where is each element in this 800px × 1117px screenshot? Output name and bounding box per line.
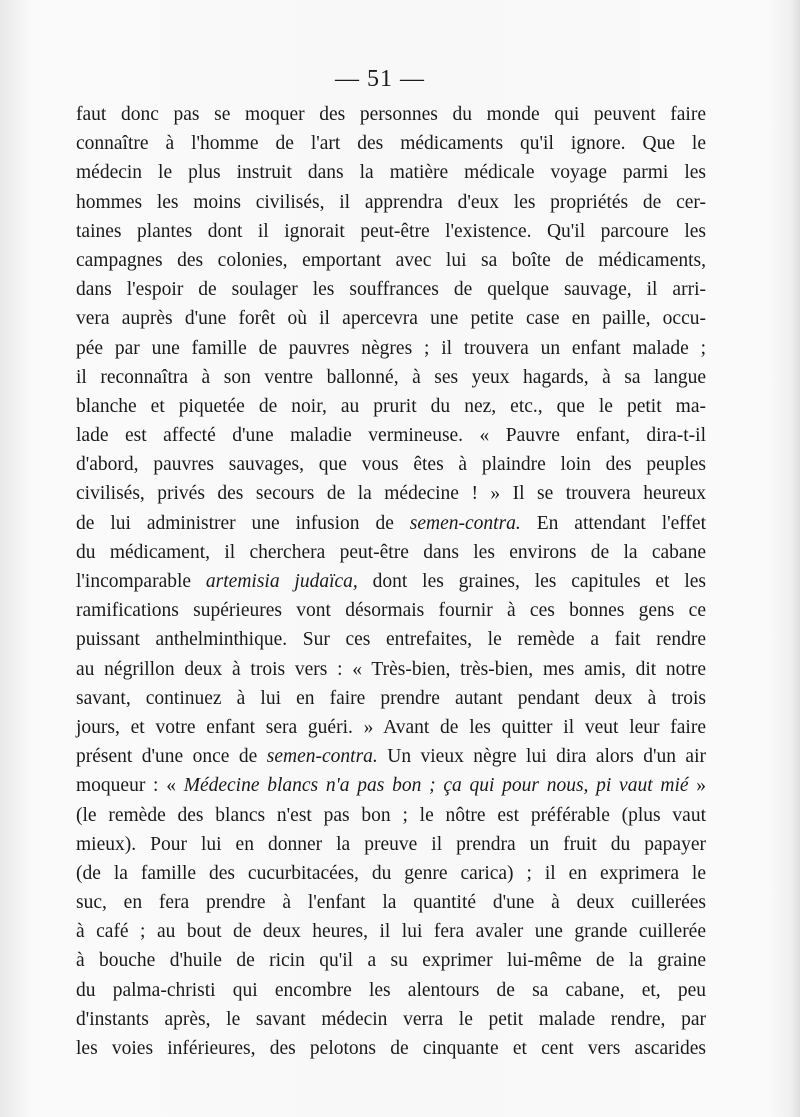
text-segment: mieux). Pour lui en donner la preuve il prendra un fruit du papayer [76, 833, 706, 855]
text-line [76, 450, 706, 479]
text-segment: hommes les moins civilisés, il apprendra d'eux les propriétés de cer- [76, 191, 706, 213]
text-segment: dans l'espoir de soulager les souffrances de quelque sauvage, il arri- [76, 279, 706, 301]
italic-text: semen-contra. [409, 512, 521, 534]
text-segment: de lui administrer une infusion de [76, 512, 410, 534]
text-segment: du palma-christi qui encombre les alentours de sa cabane, et, peu [76, 979, 706, 1001]
text-line [76, 713, 706, 742]
text-segment: En attendant l'effet [520, 512, 706, 534]
text-segment: médecin le plus instruit dans la matière médicale voyage parmi les [76, 162, 706, 184]
text-line [76, 946, 706, 975]
text-segment: jours, et votre enfant sera guéri. » Avant de les quitter il veut leur faire [76, 716, 706, 738]
text-line [76, 129, 706, 158]
text-segment: d'abord, pauvres sauvages, que vous êtes à plaindre loin des peuples [76, 454, 706, 476]
text-line [76, 275, 706, 304]
body-text [76, 100, 706, 1063]
text-line [76, 363, 706, 392]
text-segment: d'instants après, le savant médecin verra le petit malade rendre, par [76, 1008, 706, 1030]
text-line [76, 421, 706, 450]
text-segment: présent d'une once de [76, 746, 267, 768]
text-line [76, 1005, 706, 1034]
text-segment: les voies inférieures, des pelotons de cinquante et cent vers ascarides [76, 1038, 706, 1059]
page-edge-shadow [790, 0, 800, 1117]
text-segment: connaître à l'homme de l'art des médicaments qu'il ignore. Que le [76, 133, 706, 155]
text-line [76, 625, 706, 654]
text-segment: taines plantes dont il ignorait peut-être l'existence. Qu'il parcoure les [76, 220, 706, 242]
text-line [76, 334, 706, 363]
text-line [76, 158, 706, 187]
text-segment: l'incomparable [76, 571, 206, 592]
text-segment: Un vieux nègre lui dira alors d'un air [377, 746, 706, 768]
text-line [76, 479, 706, 508]
text-line [76, 742, 706, 771]
text-segment: lade est affecté d'une maladie vermineuse. « Pauvre enfant, dira-t-il [76, 425, 706, 447]
text-line [76, 567, 706, 596]
text-segment: faut donc pas se moquer des personnes du monde qui peuvent faire [76, 104, 706, 125]
text-line [76, 801, 706, 830]
text-line [76, 888, 706, 917]
text-line [76, 217, 706, 246]
text-line [76, 1034, 706, 1063]
italic-text: semen-contra. [266, 746, 378, 768]
text-segment: vera auprès d'une forêt où il apercevra une petite case en paille, occu- [76, 308, 706, 330]
text-segment: savant, continuez à lui en faire prendre autant pendant deux à trois [76, 687, 706, 709]
text-segment: suc, en fera prendre à l'enfant la quantité d'une à deux cuillerées [76, 892, 706, 914]
text-line [76, 246, 706, 275]
text-line [76, 596, 706, 625]
page-number: — 51 — [335, 66, 425, 92]
text-segment: au négrillon deux à trois vers : « Très-bien, très-bien, mes amis, dit notre [76, 658, 706, 680]
text-segment: du médicament, il cherchera peut-être dans les environs de la cabane [76, 541, 706, 563]
text-line [76, 509, 706, 538]
text-segment: (de la famille des cucurbitacées, du genre carica) ; il en exprimera le [76, 862, 706, 884]
text-line [76, 771, 706, 800]
text-segment: (le remède des blancs n'est pas bon ; le nôtre est préférable (plus vaut [76, 804, 706, 826]
italic-text: Médecine blancs n'a pas bon ; ça qui pour nous, pi vaut mié [183, 775, 689, 797]
italic-text: artemisia judaïca, [205, 571, 358, 592]
text-segment: campagnes des colonies, emportant avec lui sa boîte de médicaments, [76, 249, 706, 271]
text-line [76, 655, 706, 684]
text-segment: ramifications supérieures vont désormais fournir à ces bonnes gens ce [76, 600, 706, 622]
text-segment: pée par une famille de pauvres nègres ; il trouvera un enfant malade ; [76, 337, 706, 359]
text-segment: civilisés, privés des secours de la médecine ! » Il se trouvera heureux [76, 483, 706, 505]
text-line [76, 830, 706, 859]
text-line [76, 392, 706, 421]
text-line [76, 917, 706, 946]
text-line [76, 538, 706, 567]
text-segment: dont les graines, les capitules et les [357, 571, 706, 592]
text-segment: moqueur : « [76, 775, 184, 797]
text-segment: il reconnaîtra à son ventre ballonné, à ses yeux hagards, à sa langue [76, 366, 706, 388]
text-segment: puissant anthelminthique. Sur ces entrefaites, le remède a fait rendre [76, 629, 706, 651]
text-segment: à café ; au bout de deux heures, il lui fera avaler une grande cuillerée [76, 921, 706, 943]
text-line [76, 684, 706, 713]
text-line [76, 859, 706, 888]
text-line [76, 188, 706, 217]
text-line [76, 304, 706, 333]
text-segment: blanche et piquetée de noir, au prurit du nez, etc., que le petit ma- [76, 395, 706, 417]
text-segment: à bouche d'huile de ricin qu'il a su exprimer lui-même de la graine [76, 950, 706, 972]
text-line [76, 100, 706, 129]
text-segment: » [688, 775, 707, 797]
text-line [76, 976, 706, 1005]
